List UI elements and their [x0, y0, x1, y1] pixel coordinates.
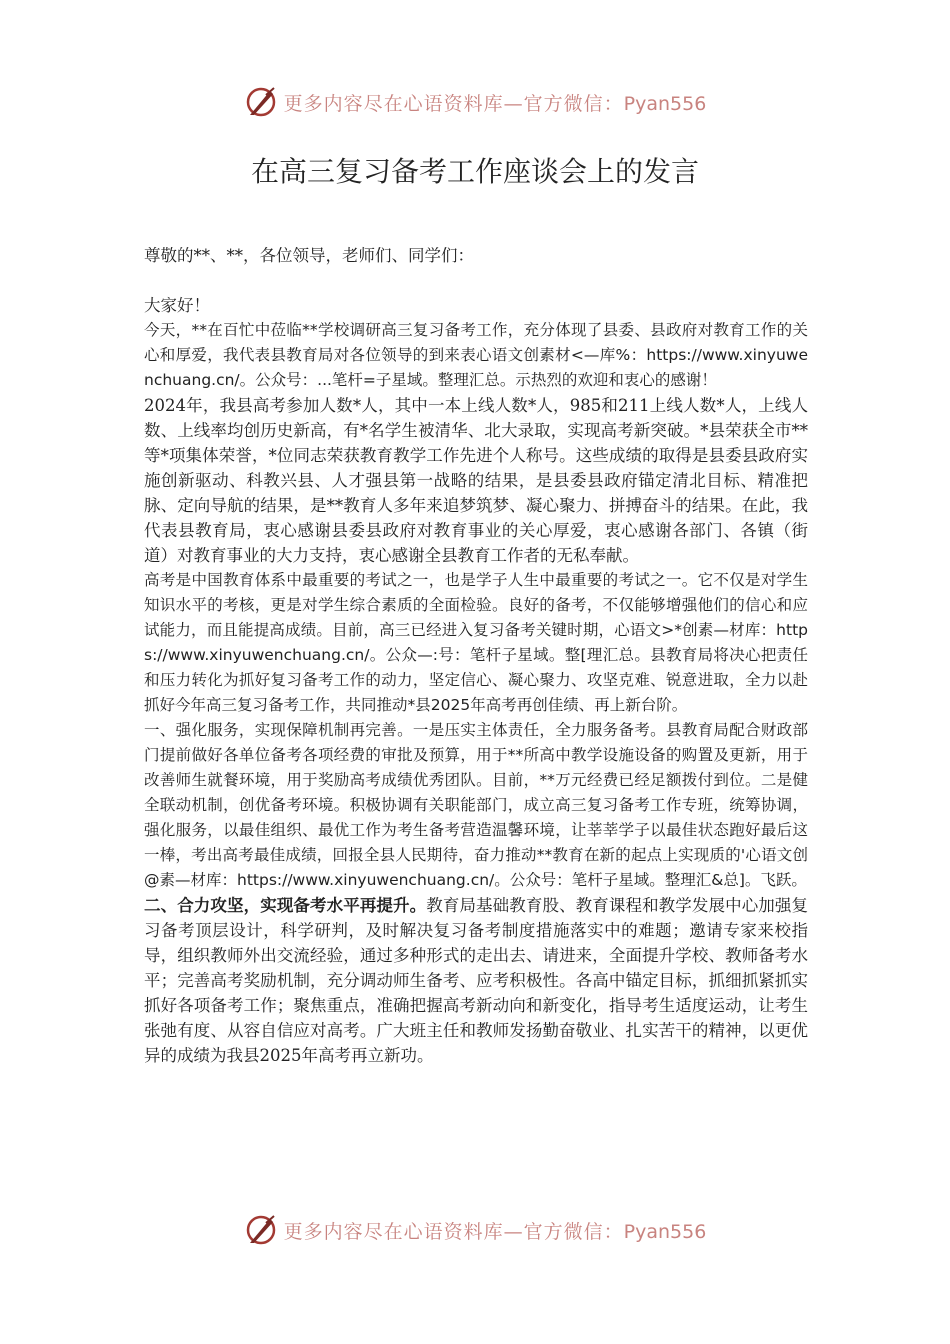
paragraph-4: 一、强化服务，实现保障机制再完善。一是压实主体责任，全力服务备考。县教育局配合财政部门提前做好各单位备考各项经费的审批及预算，用于**所高中教学设施设备的购置及更新，用于改善师生就餐环境，用于奖励高考成绩优秀团队。目前，**万元经费已经足额拨付到位。二是健全联动机制，创优备考环境。积极协调有关职能部门，成立高三复习备考工作专班，统筹协调，强化服务，以最佳组织、最优工作为考生备考营造温馨环境，让莘莘学子以最佳状态跑好最后这一棒，考出高考最佳成绩，回报全县人民期待，奋力推动**教育在新的起点上实现质的'心语文创@素—材库：https://www.xinyuwenchuang.cn/。公众号：笔杆子星域。整理汇&总]。飞跃。 — [144, 721, 808, 889]
paragraph-1: 今天，**在百忙中莅临**学校调研高三复习备考工作，充分体现了县委、县政府对教育工作的关心和厚爱，我代表县教育局对各位领导的到来表心语文创素材<—库%：https://www.xinyuwenchuang.cn/。公众号：...笔杆=子星域。整理汇总。示热烈的欢迎和衷心的感谢！ — [144, 321, 808, 389]
paragraph-3: 高考是中国教育体系中最重要的考试之一，也是学子人生中最重要的考试之一。它不仅是对学生知识水平的考核，更是对学生综合素质的全面检验。良好的备考，不仅能够增强他们的信心和应试能力，而且能提高成绩。目前，高三已经进入复习备考关键时期，心语文>*创素—材库：https://www.xinyuwenchuang.cn/。公众—:号：笔杆子星域。整[理汇总。县教育局将决心把责任和压力转化为抓好复习备考工作的动力，坚定信心、凝心聚力、攻坚克难、锐意进取，全力以赴抓好今年高三复习备考工作，共同推动*县2025年高考再创佳绩、再上新台阶。 — [144, 571, 808, 714]
quill-pen-logo-icon — [244, 1213, 278, 1247]
footer-watermark-banner — [0, 1210, 950, 1250]
header-watermark-banner — [0, 82, 950, 122]
greeting: 大家好！ — [144, 296, 210, 315]
paragraph-5-heading: 二、合力攻坚，实现备考水平再提升。 — [144, 896, 427, 915]
quill-pen-logo-icon — [244, 85, 278, 119]
banner-text: 更多内容尽在心语资料库—官方微信：Pyan556 — [283, 92, 707, 115]
document-title: 在高三复习备考工作座谈会上的发言 — [250, 155, 699, 188]
banner-wechat-id: Pyan556 — [623, 1220, 707, 1243]
document-body — [144, 243, 808, 1068]
paragraph-5-body: 教育局基础教育股、教育课程和教学发展中心加强复习备考顶层设计，科学研判，及时解决复习备考制度措施落实中的难题；邀请专家来校指导，组织教师外出交流经验，通过多种形式的走出去、请进来，全面提升学校、教师备考水平；完善高考奖励机制，充分调动师生备考、应考积极性。各高中锚定目标，抓细抓紧抓实抓好各项备考工作；聚焦重点，准确把握高考新动向和新变化，指导考生适度运动，让考生张弛有度、从容自信应对高考。广大班主任和教师发扬勤奋敬业、扎实苦干的精神，以更优异的成绩为我县2025年高考再立新功。 — [144, 896, 809, 1065]
paragraph-2: 2024年，我县高考参加人数*人，其中一本上线人数*人，985和211上线人数*人，上线人数、上线率均创历史新高，有*名学生被清华、北大录取，实现高考新突破。*县荣获全市**等*项集体荣誉，*位同志荣获教育教学工作先进个人称号。这些成绩的取得是县委县政府实施创新驱动、科教兴县、人才强县第一战略的结果，是县委县政府锚定清北目标、精准把脉、定向导航的结果，是**教育人多年来追梦筑梦、凝心聚力、拼搏奋斗的结果。在此，我代表县教育局，衷心感谢县委县政府对教育事业的关心厚爱，衷心感谢各部门、各镇（街道）对教育事业的大力支持，衷心感谢全县教育工作者的无私奉献。 — [144, 396, 808, 565]
banner-text: 更多内容尽在心语资料库—官方微信：Pyan556 — [283, 1220, 707, 1243]
banner-wechat-id: Pyan556 — [623, 92, 707, 115]
paragraph-5 — [144, 893, 808, 1068]
salutation: 尊敬的**、**，各位领导，老师们、同学们： — [144, 246, 474, 265]
